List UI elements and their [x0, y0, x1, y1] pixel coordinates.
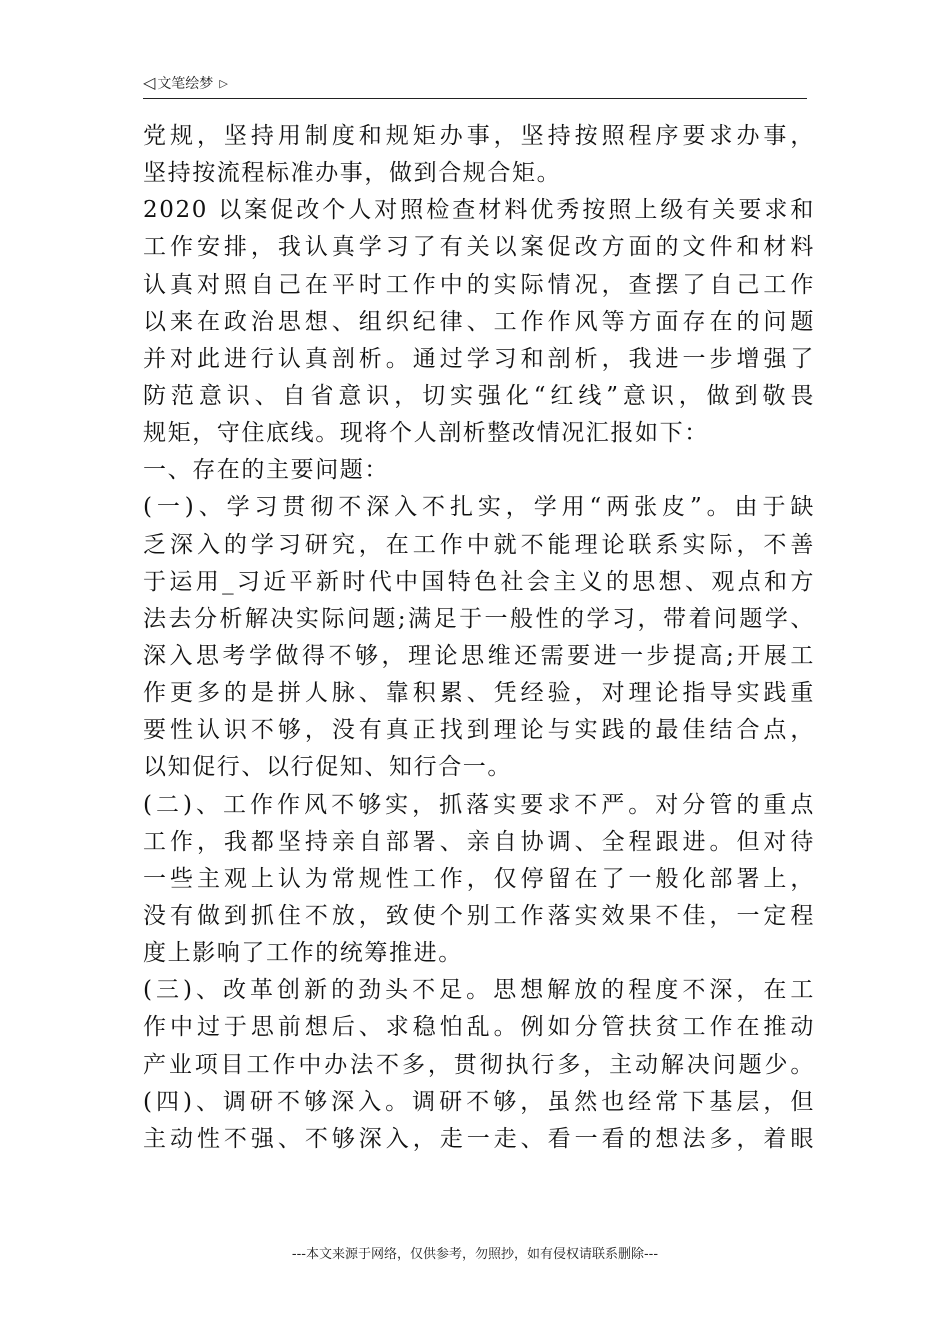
text-line: 并对此进行认真剖析。通过学习和剖析，我进一步增强了	[143, 345, 815, 372]
text-line: 乏深入的学习研究，在工作中就不能理论联系实际，不善	[143, 531, 815, 558]
text-line: (二)、工作作风不够实，抓落实要求不严。对分管的重点	[143, 791, 815, 818]
text-line: 产业项目工作中办法不多，贯彻执行多，主动解决问题少。	[143, 1051, 815, 1078]
text-line: 工作安排，我认真学习了有关以案促改方面的文件和材料	[143, 234, 815, 261]
triangle-right-icon: ▷	[219, 77, 228, 90]
text-line: 要性认识不够，没有真正找到理论与实践的最佳结合点，	[143, 717, 815, 744]
text-line: 规矩，守住底线。现将个人剖析整改情况汇报如下：	[143, 420, 709, 447]
text-line: 防范意识、自省意识，切实强化“红线”意识，做到敬畏	[143, 382, 815, 409]
text-line: 没有做到抓住不放，致使个别工作落实效果不佳，一定程	[143, 902, 815, 929]
text-line: (四)、调研不够深入。调研不够，虽然也经常下基层，但	[143, 1088, 815, 1115]
text-line: 一些主观上认为常规性工作，仅停留在了一般化部署上，	[143, 865, 815, 892]
text-line: 以来在政治思想、组织纪律、工作作风等方面存在的问题	[143, 308, 815, 335]
text-line: 工作，我都坚持亲自部署、亲自协调、全程跟进。但对待	[143, 828, 815, 855]
text-line: 主动性不强、不够深入，走一走、看一看的想法多，着眼	[143, 1125, 815, 1152]
page-footer: ---本文来源于网络，仅供参考，勿照抄，如有侵权请联系删除---	[291, 1247, 659, 1262]
text-line: 党规，坚持用制度和规矩办事，坚持按照程序要求办事，	[143, 123, 815, 149]
text-line: 深入思考学做得不够，理论思维还需要进一步提高;开展工	[143, 642, 815, 669]
section-heading: 一、存在的主要问题：	[143, 457, 389, 484]
text-line: 以知促行、以行促知、知行合一。	[143, 754, 512, 781]
text-line: 2020 以案促改个人对照检查材料优秀按照上级有关要求和	[143, 197, 815, 224]
text-line: 作更多的是拼人脉、靠积累、凭经验，对理论指导实践重	[143, 680, 815, 707]
text-line: 作中过于思前想后、求稳怕乱。例如分管扶贫工作在推动	[143, 1014, 815, 1041]
body-text	[143, 118, 815, 1158]
text-line: 坚持按流程标准办事，做到合规合矩。	[143, 160, 562, 187]
text-line: (一)、学习贯彻不深入不扎实，学用“两张皮”。由于缺	[143, 494, 815, 521]
triangle-left-icon: ◁	[143, 73, 156, 92]
text-line: 法去分析解决实际问题;满足于一般性的学习，带着问题学、	[143, 605, 815, 632]
text-line: (三)、改革创新的劲头不足。思想解放的程度不深，在工	[143, 977, 815, 1004]
text-line: 度上影响了工作的统筹推进。	[143, 940, 463, 967]
header-title: 文笔绘梦	[157, 76, 214, 92]
text-line: 认真对照自己在平时工作中的实际情况，查摆了自己工作	[143, 271, 815, 298]
page-header	[143, 72, 807, 99]
text-line: 于运用_习近平新时代中国特色社会主义的思想、观点和方	[143, 568, 815, 595]
